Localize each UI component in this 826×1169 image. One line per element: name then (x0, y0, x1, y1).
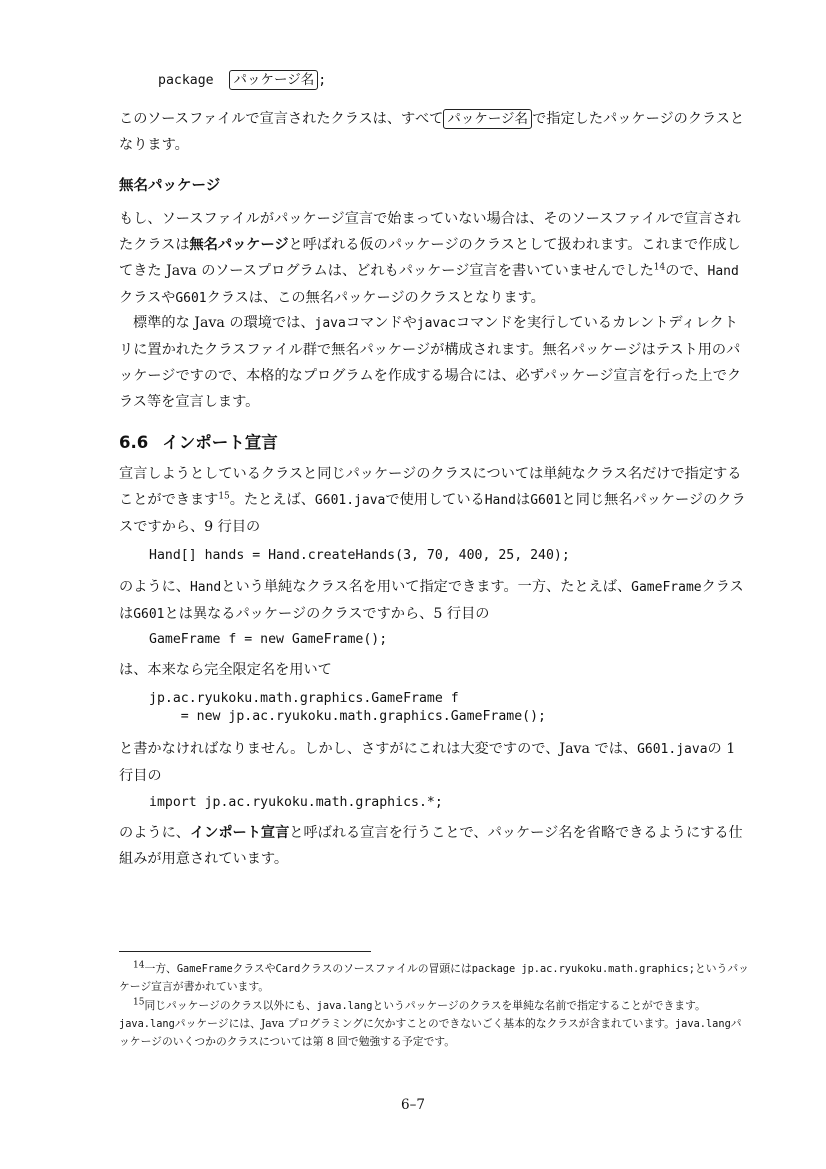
code-inline: Hand (484, 493, 517, 508)
code-inline: G601.java (637, 742, 708, 757)
paragraph-import-line (119, 736, 751, 789)
text: クラスは (119, 579, 744, 622)
text: クラスや (119, 290, 176, 306)
code-block-gameframe: GameFrame f = new GameFrame(); (149, 632, 388, 647)
code-inline: Hand (707, 264, 739, 279)
text: と呼ばれる仮のパッケージのクラスとして扱われます。これまで作成してきた Java のソースプログラムは、どれもパッケージ宣言を書いていませんでした (119, 237, 741, 279)
text: 一方、 (144, 962, 177, 975)
code-block-import: import jp.ac.ryukoku.math.graphics.*; (149, 795, 443, 810)
text: というパッケージのクラスを単純な名前で指定することができます。 (372, 999, 706, 1012)
semicolon: ; (318, 73, 327, 88)
code-inline: Card (275, 963, 301, 975)
text: のように、 (119, 579, 190, 595)
text: クラスは、この無名パッケージのクラスとなります。 (206, 290, 545, 306)
paragraph-package-classes (119, 106, 751, 158)
paragraph-standard-java (119, 310, 751, 415)
text: クラスや (232, 962, 276, 975)
code-inline: java.lang (119, 1018, 175, 1030)
code-inline: javac (416, 316, 456, 331)
section-heading (119, 429, 278, 453)
text: で使用している (385, 492, 485, 508)
paragraph-simple-class-name (119, 461, 751, 540)
code-block-fqn-line1: jp.ac.ryukoku.math.graphics.GameFrame f (149, 691, 459, 706)
text: パッケージには、Java プログラミングに欠かすことのできないごく基本的なクラスが含まれています。 (174, 1017, 675, 1030)
code-inline: GameFrame (631, 580, 702, 595)
paragraph-fully-qualified: は、本来なら完全限定名を用いて (119, 662, 332, 678)
text: のように、 (119, 825, 190, 841)
package-name-placeholder: パッケージ名 (229, 70, 318, 90)
text: の 1 行目の (119, 741, 736, 784)
section-title: インポート宣言 (162, 433, 278, 452)
footnote-14 (119, 960, 751, 995)
text: というパッケージ宣言が書かれています。 (119, 962, 749, 993)
code-inline: java.lang (674, 1018, 731, 1030)
paragraph-gameframe (119, 574, 751, 628)
footnote-number: 15 (133, 997, 145, 1008)
text: 。たとえば、 (229, 492, 315, 508)
text: 標準的な Java の環境では、 (133, 315, 315, 331)
bold-term: 無名パッケージ (189, 237, 289, 253)
code-inline: G601.java (314, 493, 386, 508)
bold-term: インポート宣言 (189, 825, 290, 841)
code-inline: Hand (189, 580, 222, 595)
text: と書かなければなりません。しかし、さすがにこれは大変ですので、Java では、 (119, 741, 638, 757)
code-inline: G601 (133, 607, 165, 622)
code-inline: G601 (175, 291, 207, 306)
footnote-15 (119, 997, 751, 1050)
code-inline: GameFrame (176, 963, 233, 975)
paragraph-import-declaration (119, 820, 751, 872)
footnote-ref: 14 (653, 262, 666, 273)
text: コマンドを実行しているカレントディレクトリに置かれたクラスファイル群で無名パッケージが構成されます。無名パッケージはテスト用のパッケージですので、本格的なプログラムを作成する場合には、必ずパッケージ宣言を行った上でクラス等を宣言します。 (119, 315, 742, 410)
page-number: 6–7 (401, 1097, 425, 1113)
code-inline: java.lang (316, 1000, 373, 1012)
text: と呼ばれる宣言を行うことで、パッケージ名を省略できるようにする仕組みが用意されています。 (119, 825, 743, 867)
text: という単純なクラス名を用いて指定できます。一方、たとえば、 (221, 579, 632, 595)
text: クラスのソースファイルの冒頭には (300, 962, 472, 975)
footnote-number: 14 (133, 960, 145, 971)
text: 同じパッケージのクラス以外にも、 (144, 999, 317, 1012)
paragraph-unnamed-package (119, 206, 751, 312)
text: もし、ソースファイルがパッケージ宣言で始まっていない場合は、そのソースファイルで宣言されたクラスは (119, 211, 741, 253)
code-inline: G601 (530, 493, 562, 508)
text: で指定したパッケージのクラスとなります。 (119, 111, 745, 153)
package-declaration-syntax (158, 70, 326, 91)
code-inline: package jp.ac.ryukoku.math.graphics; (471, 963, 695, 975)
subheading-unnamed-package: 無名パッケージ (119, 178, 221, 194)
text: 宣言しようとしているクラスと同じパッケージのクラスについては単純なクラス名だけで指定することができます (119, 466, 742, 508)
code-inline: java (314, 316, 346, 331)
footnote-ref: 15 (218, 491, 230, 502)
code-block-hands: Hand[] hands = Hand.createHands(3, 70, 400, 25, 240); (149, 548, 570, 563)
text: は (516, 492, 531, 508)
text: このソースファイルで宣言されたクラスは、すべて (119, 111, 444, 127)
text: パッケージのいくつかのクラスについては第 8 回で勉強する予定です。 (119, 1017, 742, 1048)
text: ので、 (665, 263, 708, 279)
section-number: 6.6 (119, 433, 149, 452)
text: と同じ無名パッケージのクラスですから、9 行目の (119, 492, 746, 535)
footnote-divider (119, 951, 371, 952)
package-name-placeholder: パッケージ名 (443, 109, 532, 129)
code-block-fqn-line2: = new jp.ac.ryukoku.math.graphics.GameFrame(); (149, 709, 546, 724)
text: とは異なるパッケージのクラスですから、5 行目の (164, 606, 490, 622)
text: コマンドや (345, 315, 417, 331)
package-keyword: package (158, 73, 214, 88)
